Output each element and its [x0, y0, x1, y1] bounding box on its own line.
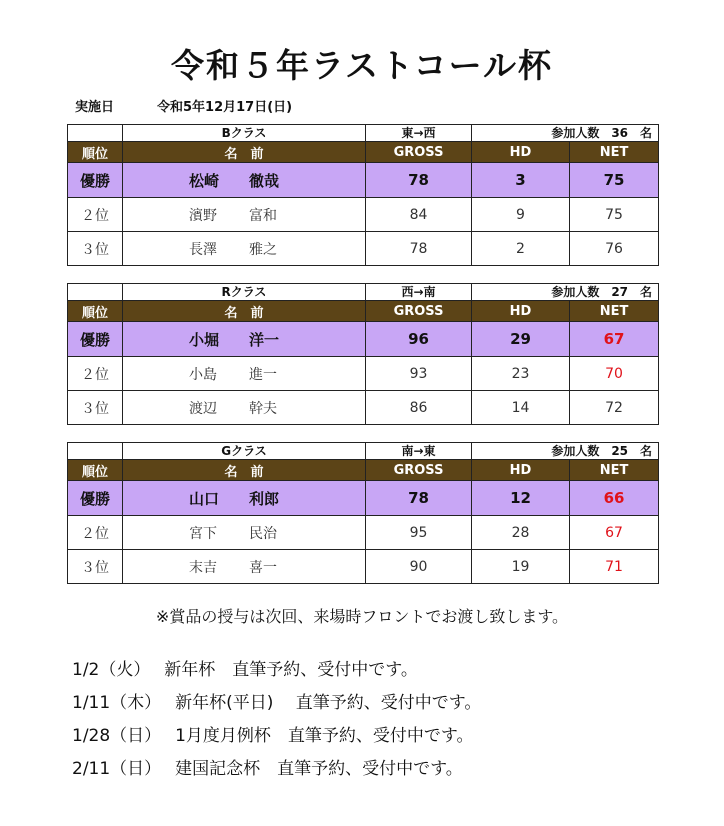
- table-row: [68, 232, 659, 266]
- net-cell: 72: [570, 391, 659, 425]
- player-surname: 小堀: [189, 330, 220, 349]
- rank-cell: ２位: [68, 516, 123, 550]
- player-surname: 末吉: [189, 559, 217, 576]
- player-surname: 渡辺: [189, 400, 217, 417]
- table-row: [68, 550, 659, 584]
- hd-cell: 3: [472, 163, 570, 198]
- class-name: Gクラス: [123, 443, 366, 460]
- schedule-item: 2/11（日） 建国記念杯 直筆予約、受付中です。: [72, 759, 463, 779]
- player-given-name: 喜一: [249, 559, 277, 576]
- net-header: NET: [570, 142, 659, 163]
- rank-cell: ３位: [68, 391, 123, 425]
- rank-cell: 優勝: [68, 481, 123, 516]
- blank-cell: [68, 284, 123, 301]
- results-table: [67, 442, 659, 584]
- player-surname: 濱野: [189, 207, 217, 224]
- player-given-name: 幹夫: [249, 400, 277, 417]
- participant-count: 参加人数 25 名: [472, 443, 659, 460]
- hd-cell: 28: [472, 516, 570, 550]
- player-surname: 小島: [189, 366, 217, 383]
- net-header: NET: [570, 301, 659, 322]
- course-route: 南→東: [366, 443, 472, 460]
- rank-header: 順位: [68, 142, 123, 163]
- class-row: [68, 443, 659, 460]
- gross-cell: 96: [366, 322, 472, 357]
- net-cell: 71: [570, 550, 659, 584]
- table-row: [68, 198, 659, 232]
- net-header: NET: [570, 460, 659, 481]
- class-row: [68, 284, 659, 301]
- player-given-name: 民治: [249, 525, 277, 542]
- hd-header: HD: [472, 460, 570, 481]
- schedule-item: 1/11（木） 新年杯(平日) 直筆予約、受付中です。: [72, 693, 482, 713]
- gross-cell: 78: [366, 163, 472, 198]
- hd-cell: 19: [472, 550, 570, 584]
- header-row: [68, 301, 659, 322]
- hd-cell: 29: [472, 322, 570, 357]
- net-cell: 67: [570, 516, 659, 550]
- gross-cell: 90: [366, 550, 472, 584]
- hd-header: HD: [472, 142, 570, 163]
- blank-cell: [68, 125, 123, 142]
- hd-cell: 2: [472, 232, 570, 266]
- blank-cell: [68, 443, 123, 460]
- gross-cell: 78: [366, 481, 472, 516]
- page-title: 令和５年ラストコール杯: [170, 46, 554, 85]
- course-route: 西→南: [366, 284, 472, 301]
- header-row: [68, 460, 659, 481]
- net-cell: 75: [570, 163, 659, 198]
- net-cell: 76: [570, 232, 659, 266]
- table-row: [68, 322, 659, 357]
- table-row: [68, 357, 659, 391]
- net-cell: 66: [570, 481, 659, 516]
- net-cell: 70: [570, 357, 659, 391]
- participant-count: 参加人数 36 名: [472, 125, 659, 142]
- name-header: 名 前: [123, 460, 366, 481]
- gross-cell: 78: [366, 232, 472, 266]
- date-value: 令和5年12月17日(日): [157, 100, 293, 115]
- event-date: [75, 96, 292, 115]
- rank-header: 順位: [68, 301, 123, 322]
- player-name: [123, 322, 366, 357]
- rank-cell: ３位: [68, 232, 123, 266]
- player-given-name: 進一: [249, 366, 277, 383]
- class-row: [68, 125, 659, 142]
- class-name: Bクラス: [123, 125, 366, 142]
- date-label: 実施日: [75, 100, 115, 115]
- rank-cell: ２位: [68, 198, 123, 232]
- player-name: [123, 516, 366, 550]
- prize-notice: ※賞品の授与は次回、来場時フロントでお渡し致します。: [155, 607, 569, 626]
- results-table: [67, 124, 659, 266]
- gross-header: GROSS: [366, 142, 472, 163]
- rank-cell: ２位: [68, 357, 123, 391]
- course-route: 東→西: [366, 125, 472, 142]
- gross-cell: 93: [366, 357, 472, 391]
- rank-header: 順位: [68, 460, 123, 481]
- name-header: 名 前: [123, 142, 366, 163]
- gross-header: GROSS: [366, 460, 472, 481]
- hd-cell: 23: [472, 357, 570, 391]
- table-row: [68, 516, 659, 550]
- rank-cell: 優勝: [68, 322, 123, 357]
- schedule-item: 1/28（日） 1月度月例杯 直筆予約、受付中です。: [72, 726, 474, 746]
- class-name: Rクラス: [123, 284, 366, 301]
- table-row: [68, 163, 659, 198]
- gross-cell: 86: [366, 391, 472, 425]
- net-cell: 67: [570, 322, 659, 357]
- hd-cell: 12: [472, 481, 570, 516]
- gross-cell: 95: [366, 516, 472, 550]
- player-surname: 長澤: [189, 241, 217, 258]
- player-name: [123, 232, 366, 266]
- participant-count: 参加人数 27 名: [472, 284, 659, 301]
- player-surname: 松崎: [189, 171, 220, 190]
- name-header: 名 前: [123, 301, 366, 322]
- player-given-name: 洋一: [249, 330, 280, 349]
- header-row: [68, 142, 659, 163]
- player-given-name: 利郎: [249, 489, 280, 508]
- gross-cell: 84: [366, 198, 472, 232]
- hd-cell: 9: [472, 198, 570, 232]
- player-name: [123, 357, 366, 391]
- rank-cell: 優勝: [68, 163, 123, 198]
- results-table: [67, 283, 659, 425]
- net-cell: 75: [570, 198, 659, 232]
- rank-cell: ３位: [68, 550, 123, 584]
- player-name: [123, 163, 366, 198]
- player-name: [123, 481, 366, 516]
- player-name: [123, 391, 366, 425]
- hd-header: HD: [472, 301, 570, 322]
- player-name: [123, 198, 366, 232]
- table-row: [68, 391, 659, 425]
- player-given-name: 富和: [249, 207, 277, 224]
- schedule-item: 1/2（火） 新年杯 直筆予約、受付中です。: [72, 660, 418, 680]
- gross-header: GROSS: [366, 301, 472, 322]
- player-given-name: 雅之: [249, 241, 277, 258]
- hd-cell: 14: [472, 391, 570, 425]
- player-surname: 山口: [189, 489, 220, 508]
- player-surname: 宮下: [189, 525, 217, 542]
- player-given-name: 徹哉: [249, 171, 280, 190]
- table-row: [68, 481, 659, 516]
- player-name: [123, 550, 366, 584]
